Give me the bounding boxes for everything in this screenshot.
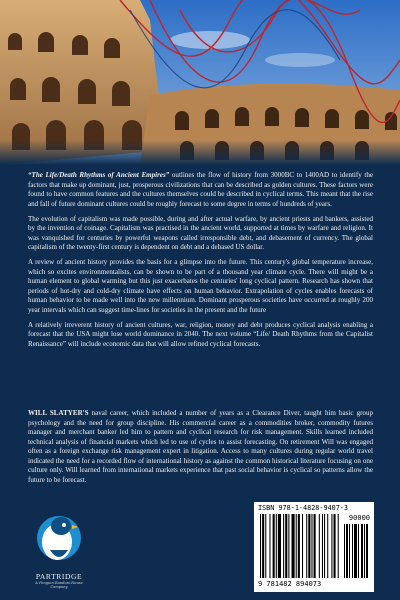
barcode-bar — [314, 514, 316, 578]
barcode-bar — [262, 514, 264, 578]
barcode-bar — [276, 514, 277, 578]
barcode-bar — [306, 514, 307, 578]
barcode-bar — [278, 514, 281, 578]
barcode-addon-bar — [346, 524, 348, 578]
publisher-tagline: A Penguin Random House Company — [35, 581, 83, 589]
barcode-bar — [308, 514, 310, 578]
barcode-addon-bar — [349, 524, 350, 578]
barcode-addon-bar — [352, 524, 353, 578]
barcode-bar — [292, 514, 295, 578]
barcode-bar — [285, 514, 287, 578]
barcode-addon-bar — [366, 524, 368, 578]
barcode-bar — [273, 514, 275, 578]
barcode-bar — [324, 514, 325, 578]
barcode-bar — [260, 514, 261, 578]
barcode-bar — [331, 514, 332, 578]
publisher-name: PARTRIDGE — [35, 572, 83, 581]
barcode-addon-bar — [361, 524, 363, 578]
blurb — [28, 171, 373, 355]
barcode-bar — [302, 514, 303, 578]
barcode-bar — [283, 514, 284, 578]
colosseum-illustration — [0, 0, 400, 165]
barcode-addon-bar — [364, 524, 365, 578]
barcode-bar — [298, 514, 300, 578]
barcode-bars — [254, 502, 374, 592]
blurb-paragraph-3: A review of ancient history provides the basis for a glimpse into the future. This century's global temperature increase, which so excites environmentalists, can be shown to be part of a thousand year climate cycle. There will might be a human element to global warming but this just exacerbates the centuries' long cyclical pattern. Research has shown that periods of hot-dry and cold-dry climate have effects on human behavior. Extrapolation of cycles enables forecasts of human behavior to be made well into the new millennium. Dominant prosperous societies have occurred at roughly 200 year intervals which can suggest time-lines for societies in the present and the future — [28, 258, 373, 314]
barcode-bar — [327, 514, 328, 578]
blurb-paragraph-2: The evolution of capitalism was made possible, during and after actual warfare, by ancient priests and bankers, assisted by the invention of coinage. Capitalism was practised in the ancient world, supported at times by warfare and religion. It was vanquished for centuries by powerful weapons called irresponsible debt, and debasement of currency. The global capitalism of the twenty-first century is dependent on debt and a debased US dollar. — [28, 214, 373, 251]
barcode-bar — [269, 514, 270, 578]
book-title-reference: “The Life/Death Rhythms of Ancient Empires” — [28, 171, 170, 179]
barcode-bar — [322, 514, 323, 578]
publisher-logo — [28, 508, 90, 588]
barcode-bar — [311, 514, 312, 578]
isbn-barcode — [254, 502, 374, 592]
colosseum-photo — [0, 0, 400, 165]
barcode-bar — [319, 514, 320, 578]
barcode-bar — [265, 514, 266, 578]
barcode-bar — [296, 514, 297, 578]
author-bio: WILL SLATYER'S naval career, which included a number of years as a Clearance Diver, taught him basic group psychology and the need for group discipline. His commercial career as a commodities broker, commodity futures manager and merchant banker led him to pattern and cyclical research for risk management. Skills learned included technical analysis of financial markets which led to use of cycles to assist forecasting. On retirement Will was engaged often as a foreign exchange risk management expert in litigation. Access to many cultures during regular world travel indicated the need for a recorded flow of international history as against the common historical literature focusing on one culture only. Will learned from international markets experience that past social behavior is cyclical so patterns allow the future to be forecast. — [28, 409, 374, 484]
barcode-addon-bar — [344, 524, 345, 578]
barcode-bar — [338, 514, 339, 578]
blurb-paragraph-4: A relatively irreverent history of ancient cultures, war, religion, money and debt produces cyclical analysis enabling a forecast that the USA might lose world dominance in 2040. The next volume “Life/ Death Rhythms from the Capitalist Renaissance” will include economic data that will allow refined cyclical forecasts. — [28, 320, 373, 348]
author-name: WILL SLATYER'S — [28, 409, 89, 417]
price-code: 90000 — [348, 514, 370, 522]
blurb-paragraph-1: “The Life/Death Rhythms of Ancient Empires” outlines the flow of history from 3000BC to 1400AD to identify the factors that make up dominant, just, prosperous civilizations that can be described as golden cultures. These factors were found to have common features and the cultures themselves could be described in cyclical terms. This meant that the rise and fall of future dominant cultures could be roughly forecast to some degree in terms of hundreds of years. — [28, 171, 373, 208]
barcode-addon-bar — [358, 524, 359, 578]
barcode-bar — [288, 514, 289, 578]
isbn-digits: 9 781482 894073 — [258, 580, 322, 588]
barcode-addon-bar — [354, 524, 357, 578]
barcode-bar — [334, 514, 336, 578]
isbn-label: ISBN 978-1-4828-9407-3 — [258, 504, 349, 512]
partridge-bird-icon — [28, 508, 90, 570]
